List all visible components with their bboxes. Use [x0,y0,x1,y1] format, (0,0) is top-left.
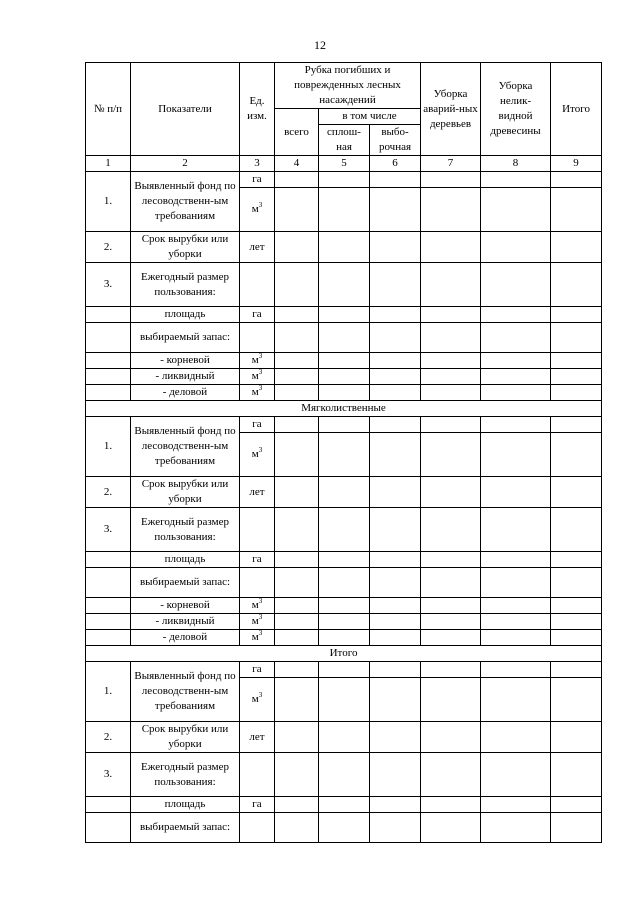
unit-ha: га [240,552,275,568]
unit-m3: $м^3$ [240,630,275,646]
row-label-area: площадь [131,797,240,813]
header-incl: в том числе [319,109,421,125]
row-label-liquid: - ликвидный [131,369,240,385]
col-number: 4 [275,156,319,172]
row-label-term: Срок вырубки или уборки [131,722,240,753]
row-number: 1. [86,662,131,722]
row-number: 3. [86,263,131,307]
unit-years: лет [240,232,275,263]
row-label-area: площадь [131,552,240,568]
header-clear: сплош-ная [319,125,370,156]
row-number: 2. [86,477,131,508]
header-felling-group: Рубка погибших и поврежденных лесных насаждений [275,63,421,109]
row-label-annual: Ежегодный размер пользования: [131,263,240,307]
header-unsalable: Уборка нелик-видной древесины [481,63,551,156]
row-label-stock: выбираемый запас: [131,568,240,598]
row-label-area: площадь [131,307,240,323]
row-label-annual: Ежегодный размер пользования: [131,508,240,552]
unit-ha: га [240,417,275,433]
column-number-row [86,156,602,172]
unit-m3: $м^3$ [240,188,275,232]
col-number: 1 [86,156,131,172]
header-selective: выбо-рочная [370,125,421,156]
section-title-total: Итого [86,646,602,662]
unit-m3: $м^3$ [240,385,275,401]
unit-m3: $м^3$ [240,598,275,614]
row-label-root: - корневой [131,353,240,369]
row-number: 2. [86,722,131,753]
row-number: 3. [86,508,131,552]
row-label-fund: Выявленный фонд по лесоводственн-ым требованиям [131,662,240,722]
unit-years: лет [240,722,275,753]
header-total: Итого [551,63,602,156]
unit-m3: $м^3$ [240,433,275,477]
unit-ha: га [240,307,275,323]
unit-ha: га [240,662,275,678]
row-label-business: - деловой [131,630,240,646]
row-label-annual: Ежегодный размер пользования: [131,753,240,797]
col-number: 6 [370,156,421,172]
row-number: 1. [86,417,131,477]
col-number: 8 [481,156,551,172]
row-label-liquid: - ликвидный [131,614,240,630]
header-unit: Ед. изм. [240,63,275,156]
row-number: 2. [86,232,131,263]
header-indicators: Показатели [131,63,240,156]
unit-m3: $м^3$ [240,614,275,630]
unit-m3: $м^3$ [240,353,275,369]
row-number: 1. [86,172,131,232]
col-number: 7 [421,156,481,172]
header-total-sub: всего [275,109,319,156]
col-number: 5 [319,156,370,172]
row-label-root: - корневой [131,598,240,614]
unit-years: лет [240,477,275,508]
col-number: 9 [551,156,602,172]
unit-m3: $м^3$ [240,678,275,722]
header-num: № п/п [86,63,131,156]
row-label-fund: Выявленный фонд по лесоводственн-ым требованиям [131,172,240,232]
unit-m3: $м^3$ [240,369,275,385]
row-label-term: Срок вырубки или уборки [131,477,240,508]
page-number: 12 [314,38,326,52]
row-label-stock: выбираемый запас: [131,813,240,843]
col-number: 3 [240,156,275,172]
unit-ha: га [240,797,275,813]
col-number: 2 [131,156,240,172]
row-label-term: Срок вырубки или уборки [131,232,240,263]
row-label-stock: выбираемый запас: [131,323,240,353]
row-label-business: - деловой [131,385,240,401]
unit-ha: га [240,172,275,188]
row-label-fund: Выявленный фонд по лесоводственн-ым требованиям [131,417,240,477]
section-title-softwood: Мягколиственные [86,401,602,417]
header-emergency: Уборка аварий-ных деревьев [421,63,481,156]
harvest-table [85,62,602,843]
row-number: 3. [86,753,131,797]
